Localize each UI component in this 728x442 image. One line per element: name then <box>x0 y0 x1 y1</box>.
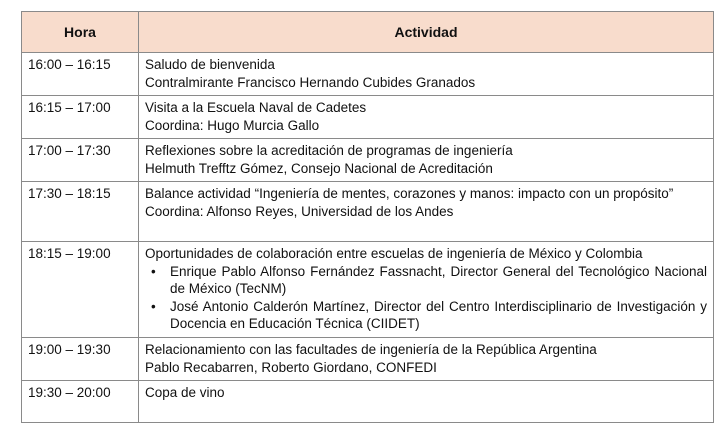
activity-detail: Helmuth Trefftz Gómez, Consejo Nacional de Acreditación <box>145 160 493 176</box>
header-time: Hora <box>22 12 139 53</box>
row-activity <box>139 139 714 182</box>
bullet-icon: • <box>151 298 156 314</box>
activity-title: Oportunidades de colaboración entre escuelas de ingeniería de México y Colombia <box>145 246 643 261</box>
activity-detail: Coordina: Alfonso Reyes, Universidad de los Andes <box>145 203 454 219</box>
activity-title: Saludo de bienvenida <box>145 57 275 72</box>
row-time: 17:30 – 18:15 <box>22 182 139 242</box>
activity-title: Relacionamiento con las facultades de ingeniería de la República Argentina <box>145 342 597 357</box>
row-time: 17:00 – 17:30 <box>22 139 139 182</box>
activity-title: Reflexiones sobre la acreditación de programas de ingeniería <box>145 143 513 158</box>
row-time: 19:00 – 19:30 <box>22 338 139 381</box>
table-row <box>22 242 714 338</box>
table-row <box>22 338 714 381</box>
header-activity: Actividad <box>139 12 714 53</box>
table-row <box>22 139 714 182</box>
activity-detail: Coordina: Hugo Murcia Gallo <box>145 117 320 133</box>
row-activity <box>139 381 714 423</box>
row-activity <box>139 338 714 381</box>
header-row <box>22 12 714 53</box>
table-row <box>22 381 714 423</box>
row-activity <box>139 182 714 242</box>
activity-title: Balance actividad “Ingeniería de mentes, corazones y manos: impacto con un propósito” <box>145 186 674 201</box>
table-row <box>22 182 714 242</box>
row-activity <box>139 242 714 338</box>
row-time: 18:15 – 19:00 <box>22 242 139 338</box>
bullet-icon: • <box>151 263 156 279</box>
row-time: 16:00 – 16:15 <box>22 53 139 96</box>
list-item <box>145 263 707 298</box>
row-time: 19:30 – 20:00 <box>22 381 139 423</box>
row-activity <box>139 96 714 139</box>
activity-detail: Pablo Recabarren, Roberto Giordano, CONFEDI <box>145 359 437 375</box>
activity-detail: Contralmirante Francisco Hernando Cubides Granados <box>145 74 476 90</box>
table-row <box>22 96 714 139</box>
participant-text: Enrique Pablo Alfonso Fernández Fassnacht, Director General del Tecnológico Nacional de México (TecNM) <box>170 263 707 296</box>
activity-title: Copa de vino <box>145 385 225 400</box>
row-activity <box>139 53 714 96</box>
participant-text: José Antonio Calderón Martínez, Director del Centro Interdisciplinario de Investigación y Docencia en Educación Técnica (CIIDET) <box>170 298 707 331</box>
schedule-container <box>21 11 713 423</box>
table-row <box>22 53 714 96</box>
row-time: 16:15 – 17:00 <box>22 96 139 139</box>
activity-title: Visita a la Escuela Naval de Cadetes <box>145 100 367 115</box>
participant-list <box>145 263 707 333</box>
list-item <box>145 298 707 333</box>
schedule-table <box>21 11 714 423</box>
